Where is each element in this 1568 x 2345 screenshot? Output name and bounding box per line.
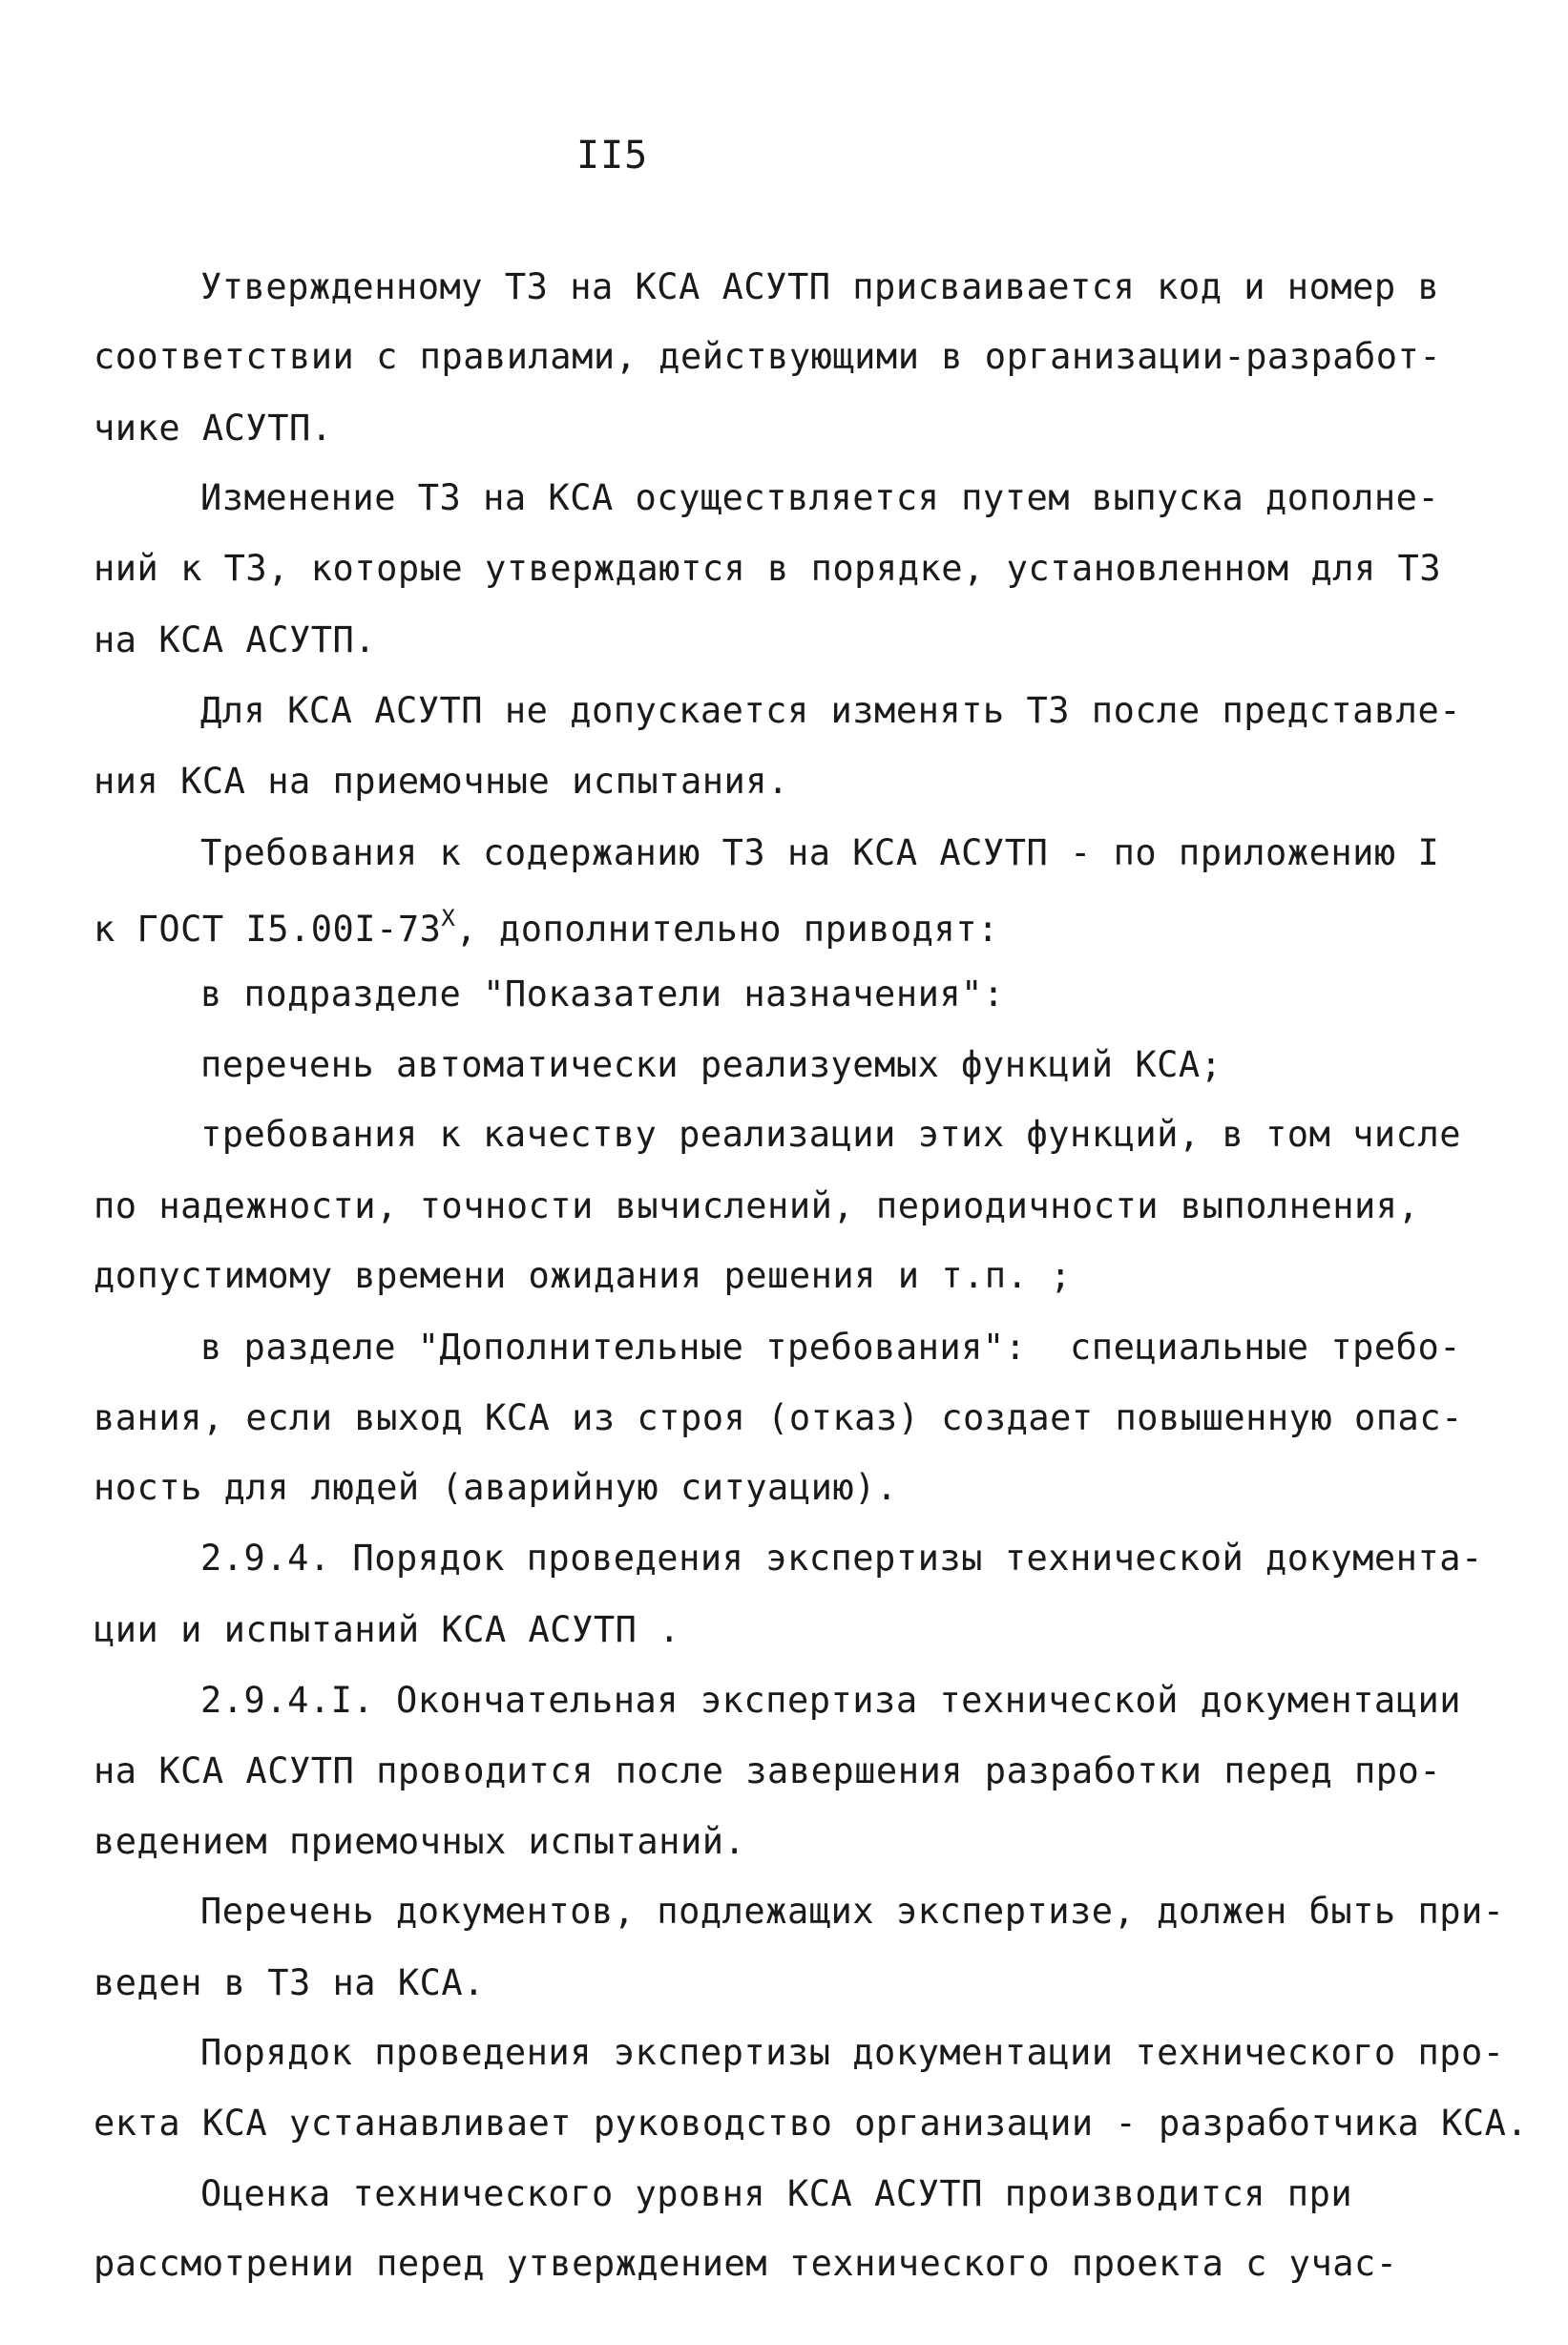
text-line: по надежности, точности вычислений, периодичности выполнения,: [94, 1185, 1420, 1226]
text-line: Оценка технического уровня КСА АСУТП производится при: [200, 2173, 1353, 2214]
text-line: ния КСА на приемочные испытания.: [94, 761, 789, 802]
text-line: екта КСА устанавливает руководство организации - разработчика КСА.: [94, 2103, 1529, 2144]
text-line: на КСА АСУТП.: [94, 619, 377, 660]
text-line: вания, если выход КСА из строя (отказ) создает повышенную опас-: [94, 1397, 1463, 1438]
text-line: ний к ТЗ, которые утверждаются в порядке, установленном для ТЗ: [94, 548, 1442, 589]
text-line: Изменение ТЗ на КСА осуществляется путем выпуска дополне-: [200, 477, 1440, 518]
text-line: требования к качеству реализации этих функций, в том числе: [200, 1114, 1462, 1155]
superscript-mark: X: [441, 905, 456, 932]
page-number: II5: [576, 134, 649, 178]
section-heading: 2.9.4. Порядок проведения экспертизы технической документа-: [200, 1538, 1483, 1579]
text-line: Для КСА АСУТП не допускается изменять ТЗ после представле-: [200, 690, 1462, 731]
section-heading-continuation: ции и испытаний КСА АСУТП .: [94, 1609, 680, 1650]
text-line: перечень автоматически реализуемых функций КСА;: [200, 1044, 1223, 1085]
text-continuation: , дополнительно приводят:: [455, 909, 999, 950]
text-line: чике АСУТП.: [94, 408, 333, 449]
text-line: соответствии с правилами, действующими в организации-разработ-: [94, 336, 1442, 377]
text-line: веден в ТЗ на КСА.: [94, 1962, 485, 2003]
text-line: ность для людей (аварийную ситуацию).: [94, 1467, 898, 1508]
text-line: рассмотрении перед утверждением технического проекта с учас-: [94, 2243, 1398, 2284]
text-line: в подразделе "Показатели назначения":: [200, 974, 1005, 1015]
text-line: на КСА АСУТП проводится после завершения разработки перед про-: [94, 1750, 1442, 1791]
text-line: допустимому времени ожидания решения и т.п. ;: [94, 1255, 1072, 1296]
text-line: Перечень документов, подлежащих экспертизе, должен быть при-: [200, 1891, 1505, 1932]
text-line: Порядок проведения экспертизы документации технического про-: [200, 2032, 1505, 2073]
gost-reference: к ГОСТ I5.00I-73: [94, 909, 442, 950]
text-line-with-superscript: [94, 905, 999, 950]
text-line: ведением приемочных испытаний.: [94, 1821, 746, 1862]
text-line: в разделе "Дополнительные требования": специальные требо-: [200, 1327, 1462, 1368]
text-line: Требования к содержанию ТЗ на КСА АСУТП - по приложению I: [200, 832, 1440, 873]
text-line: 2.9.4.I. Окончательная экспертиза технической документации: [200, 1680, 1462, 1721]
text-line: Утвержденному ТЗ на КСА АСУТП присваивается код и номер в: [200, 266, 1440, 307]
